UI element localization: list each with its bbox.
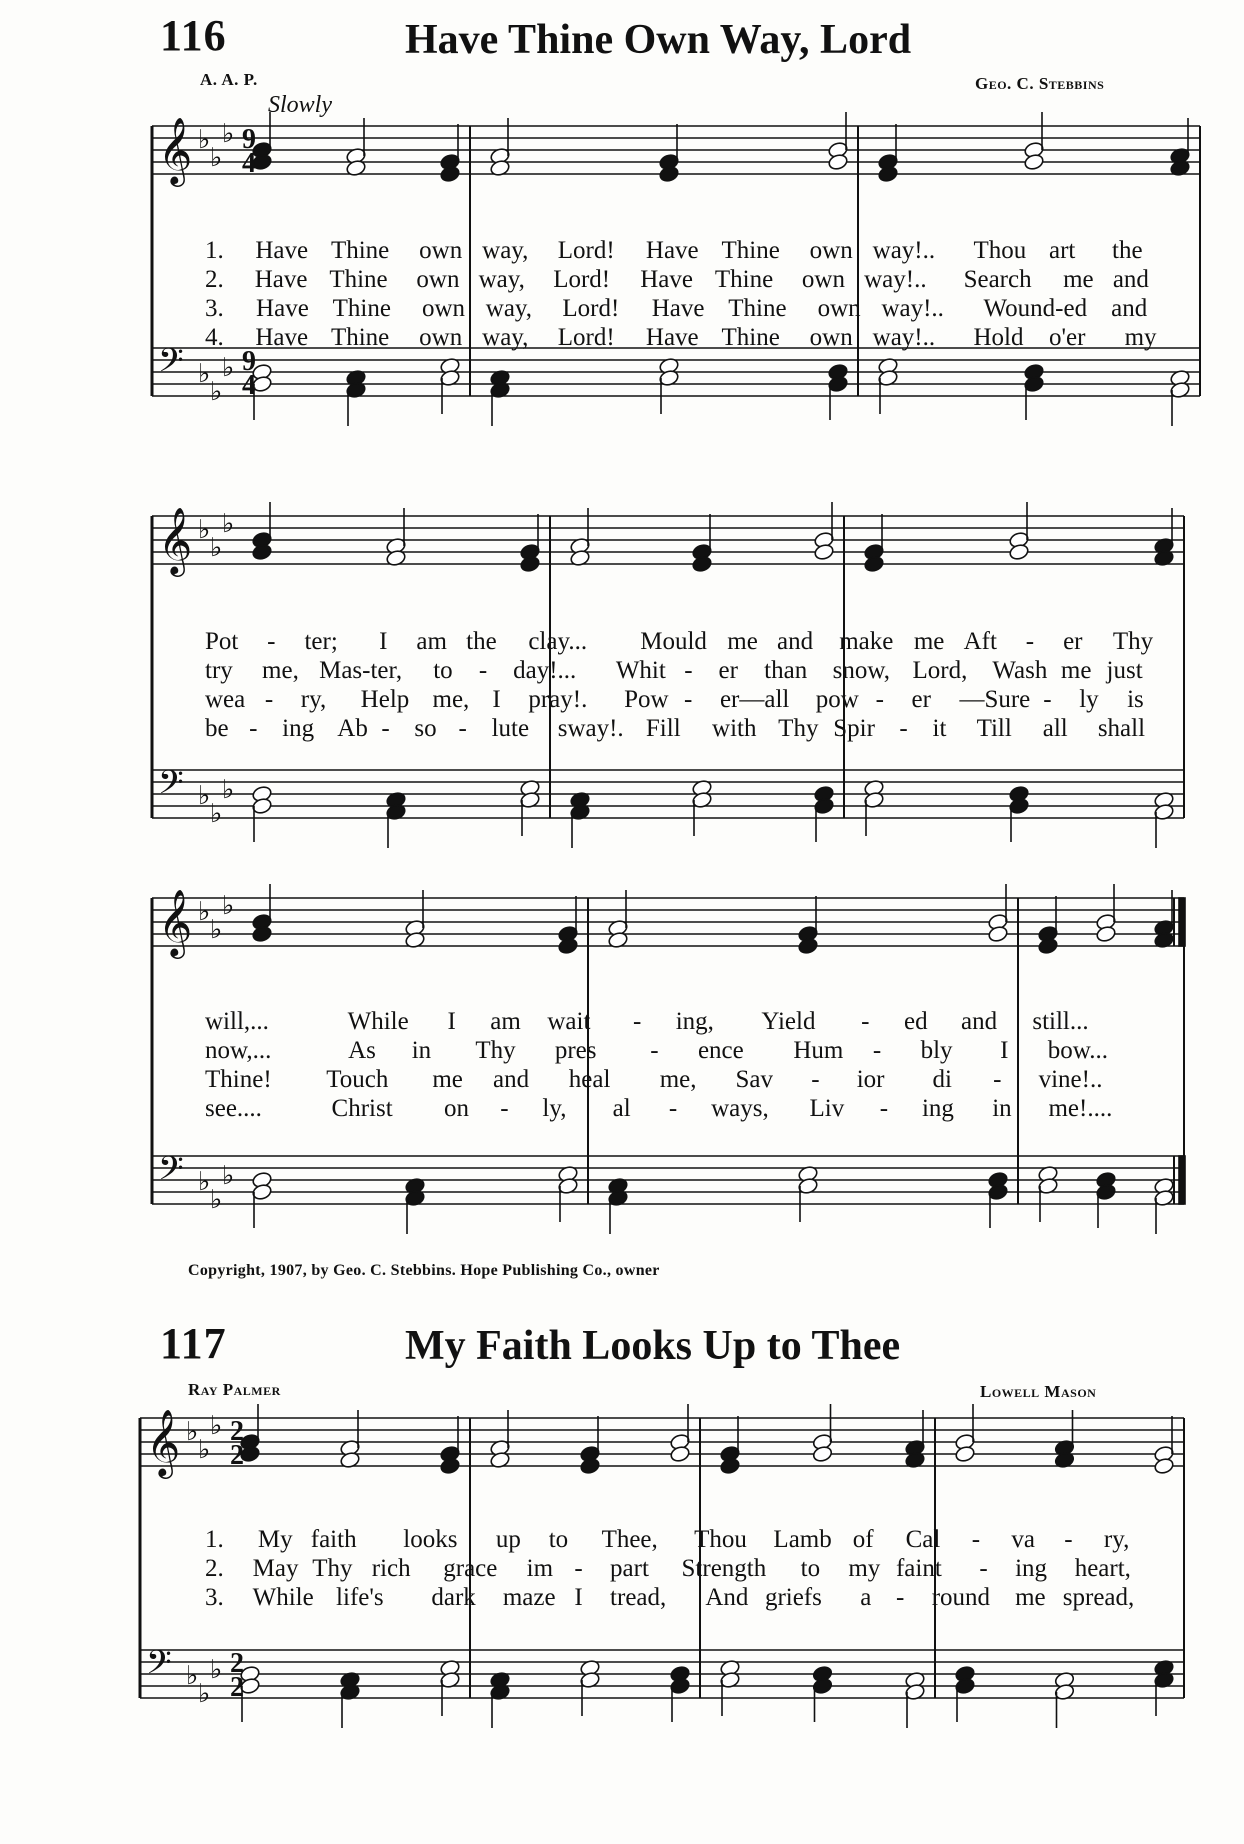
lyric-word: way,: [482, 237, 529, 264]
lyric-word: day!...: [513, 657, 577, 684]
lyric-word: life's: [336, 1584, 384, 1611]
lyric-word: and: [492, 1066, 530, 1093]
lyric-word: Lamb: [773, 1526, 832, 1553]
lyric-word: pres: [554, 1037, 597, 1064]
lyric-word: 3.: [205, 295, 224, 322]
lyric-word: Thine: [330, 324, 390, 351]
lyric-word: 4.: [205, 324, 224, 351]
lyric-word: -: [458, 715, 467, 742]
lyric-word: way!..: [872, 324, 936, 351]
lyric-word: rich: [371, 1555, 411, 1582]
lyric-word: Pot: [205, 628, 239, 655]
lyric-word: ter;: [304, 628, 338, 655]
lyric-word: Have: [255, 237, 309, 264]
lyric-word: try: [205, 657, 233, 684]
lyric-word: me: [432, 1066, 463, 1093]
lyric-word: Wound-ed: [983, 295, 1088, 322]
lyric-word: heart,: [1074, 1555, 1131, 1582]
lyric-word: bow...: [1047, 1037, 1108, 1064]
lyric-word: bly: [920, 1037, 953, 1064]
lyric-word: part: [610, 1555, 649, 1582]
lyric-word: my: [1124, 324, 1157, 351]
lyric-word: va: [1011, 1526, 1035, 1553]
lyric-word: way,: [478, 266, 525, 293]
lyric-word: Lord!: [557, 237, 615, 264]
lyric-word: Thine: [714, 266, 774, 293]
lyric-word: ly,: [542, 1095, 567, 1122]
flat-icon: ♭: [222, 775, 235, 805]
lyric-word: Help: [360, 686, 410, 713]
lyric-word: Lord!: [557, 324, 615, 351]
lyric-word: Thee,: [601, 1526, 658, 1553]
lyric-word: Cal: [905, 1526, 941, 1553]
flat-icon: ♭: [198, 1679, 211, 1709]
lyric-word: spread,: [1062, 1584, 1135, 1611]
lyric-word: ry,: [1103, 1526, 1130, 1553]
flat-icon: ♭: [222, 891, 235, 921]
lyric-word: I: [379, 628, 388, 655]
lyric-word: faith: [310, 1526, 357, 1553]
lyric-word: Whit: [615, 657, 666, 684]
lyric-word: —Sure: [959, 686, 1031, 713]
lyric-word: Till: [976, 715, 1012, 742]
lyric-word: heal: [568, 1066, 611, 1093]
lyric-word: Lord,: [912, 657, 968, 684]
lyric-word: -: [1064, 1526, 1073, 1553]
lyric-word: pow: [815, 686, 859, 713]
lyric-word: Have: [640, 266, 693, 293]
treble-clef-icon: 𝄞: [158, 506, 193, 574]
lyric-word: -: [650, 1037, 659, 1064]
lyric-word: will,...: [205, 1008, 269, 1035]
flat-icon: ♭: [210, 377, 223, 407]
lyric-word: now,...: [205, 1037, 272, 1064]
lyric-word: own: [801, 266, 845, 293]
lyric-word: in: [411, 1037, 432, 1064]
lyric-word: -: [811, 1066, 820, 1093]
lyric-word: -: [381, 715, 390, 742]
lyric-line-verse-1: [0, 1525, 1244, 1554]
flat-icon: ♭: [210, 1185, 223, 1215]
lyric-word: Ab: [337, 715, 368, 742]
lyric-word: own: [419, 237, 463, 264]
lyric-word: own: [421, 295, 466, 322]
lyric-word: Spir: [833, 715, 875, 742]
lyric-word: me,: [262, 657, 299, 684]
flat-icon: ♭: [222, 353, 235, 383]
lyric-word: ry,: [300, 686, 327, 713]
lyric-word: maze: [502, 1584, 556, 1611]
lyric-word: all: [1042, 715, 1068, 742]
treble-clef-icon: 𝄞: [146, 1408, 181, 1476]
lyric-word: May: [252, 1555, 299, 1582]
flat-icon: ♭: [222, 509, 235, 539]
copyright-notice: Copyright, 1907, by Geo. C. Stebbins. Hope Publishing Co., owner: [188, 1262, 660, 1279]
lyric-word: Thine: [330, 237, 390, 264]
treble-clef-icon: 𝄞: [158, 888, 193, 956]
lyric-word: -: [500, 1095, 509, 1122]
lyric-word: er: [718, 657, 738, 684]
lyric-word: up: [495, 1526, 521, 1553]
lyric-word: -: [879, 1095, 889, 1122]
lyric-word: al: [612, 1095, 631, 1122]
lyric-word: way!..: [864, 266, 927, 293]
bass-clef-icon: 𝄢: [158, 764, 184, 810]
lyric-word: looks: [403, 1526, 458, 1553]
lyric-word: me: [1063, 266, 1094, 293]
lyric-word: am: [490, 1008, 521, 1035]
lyric-word: Hum: [793, 1037, 844, 1064]
lyric-word: me: [1015, 1584, 1046, 1611]
lyric-word: -: [684, 686, 693, 713]
lyric-word: the: [466, 628, 497, 655]
lyric-word: While: [347, 1008, 409, 1035]
lyric-word: ior: [856, 1066, 885, 1093]
lyric-word: -: [267, 628, 276, 655]
lyric-word: with: [712, 715, 757, 742]
lyric-word: Thine: [332, 295, 391, 322]
lyric-word: Thy: [312, 1555, 353, 1582]
flat-icon: ♭: [210, 1655, 223, 1685]
lyric-word: shall: [1097, 715, 1146, 742]
flat-icon: ♭: [198, 781, 211, 811]
lyric-word: -: [872, 1037, 882, 1064]
lyric-word: 2.: [205, 1555, 224, 1582]
lyric-line-verse-2: [0, 1554, 1244, 1583]
lyric-word: own: [419, 324, 463, 351]
treble-clef-icon: 𝄞: [158, 116, 193, 184]
lyric-word: er—all: [719, 686, 790, 713]
flat-icon: ♭: [222, 1161, 235, 1191]
lyric-word: ing: [921, 1095, 954, 1122]
lyric-word: Yield: [761, 1008, 816, 1035]
lyric-word: Wash: [992, 657, 1048, 684]
composer-credit: Geo. C. Stebbins: [975, 74, 1105, 93]
flat-icon: ♭: [186, 1661, 199, 1691]
hymn-number: 116: [160, 11, 227, 60]
lyric-word: Touch: [326, 1066, 389, 1093]
lyric-word: -: [264, 686, 274, 713]
flat-icon: ♭: [198, 125, 211, 155]
lyric-word: Have: [645, 237, 699, 264]
lyric-word: di: [932, 1066, 952, 1093]
lyric-word: -: [684, 657, 693, 684]
lyric-word: -: [478, 657, 488, 684]
lyric-word: Liv: [809, 1095, 845, 1122]
lyric-word: griefs: [764, 1584, 822, 1611]
lyric-word: in: [992, 1095, 1012, 1122]
lyric-word: -: [861, 1008, 870, 1035]
lyric-word: Sav: [735, 1066, 773, 1093]
lyric-word: and: [961, 1008, 998, 1035]
flat-icon: ♭: [210, 915, 223, 945]
lyric-word: me,: [432, 686, 470, 713]
lyric-word: Thine: [721, 324, 780, 351]
time-signature-numerator: 2: [230, 1648, 244, 1679]
lyric-word: so: [414, 715, 437, 742]
lyric-word: a: [860, 1584, 872, 1611]
lyric-word: And: [705, 1584, 749, 1611]
lyric-word: make: [839, 628, 894, 655]
lyric-word: lute: [491, 715, 530, 742]
lyric-word: me!....: [1048, 1095, 1113, 1122]
lyric-word: Have: [645, 324, 699, 351]
lyric-word: the: [1112, 237, 1143, 264]
lyric-word: tread,: [610, 1584, 667, 1611]
lyric-word: -: [668, 1095, 678, 1122]
lyric-word: of: [852, 1526, 874, 1553]
time-signature-numerator: 2: [230, 1416, 244, 1447]
lyric-word: Christ: [331, 1095, 393, 1122]
lyric-word: own: [809, 237, 853, 264]
lyric-word: is: [1127, 686, 1144, 713]
lyric-word: art: [1049, 237, 1076, 264]
flat-icon: ♭: [210, 799, 223, 829]
lyric-word: Have: [254, 266, 308, 293]
lyric-word: -: [971, 1526, 981, 1553]
lyric-word: Lord!: [562, 295, 620, 322]
lyric-word: on: [443, 1095, 469, 1122]
time-signature-denominator: 4: [242, 148, 256, 179]
lyric-word: Search: [963, 266, 1032, 293]
bass-clef-icon: 𝄢: [158, 1150, 184, 1196]
tempo-marking: Slowly: [268, 92, 332, 118]
lyric-word: it: [932, 715, 947, 742]
lyric-word: to: [433, 657, 453, 684]
lyric-word: round: [931, 1584, 991, 1611]
lyric-word: -: [895, 1584, 905, 1611]
lyric-word: Aft: [963, 628, 997, 655]
lyric-word: ence: [697, 1037, 744, 1064]
lyric-word: and: [1111, 295, 1148, 322]
lyric-word: My: [257, 1526, 293, 1553]
flat-icon: ♭: [210, 533, 223, 563]
lyric-word: Have: [255, 324, 309, 351]
lyric-word: ly: [1079, 686, 1099, 713]
lyric-word: Thine: [721, 237, 780, 264]
lyric-word: me: [913, 628, 945, 655]
lyric-word: vine!..: [1038, 1066, 1103, 1093]
lyric-word: Mas-ter,: [319, 657, 403, 684]
flat-icon: ♭: [198, 897, 211, 927]
lyric-word: I: [492, 686, 501, 713]
lyric-word: -: [993, 1066, 1002, 1093]
flat-icon: ♭: [186, 1417, 199, 1447]
lyric-word: ing,: [675, 1008, 714, 1035]
lyric-word: way!..: [872, 237, 936, 264]
lyric-word: ed: [903, 1008, 928, 1035]
lyric-word: -: [1025, 628, 1035, 655]
lyric-word: ing: [282, 715, 315, 742]
lyricist-credit: A. A. P.: [200, 70, 258, 89]
lyric-word: me,: [659, 1066, 697, 1093]
flat-icon: ♭: [198, 1167, 211, 1197]
time-signature-denominator: 2: [230, 1672, 244, 1703]
lyric-word: er: [911, 686, 931, 713]
lyric-word: and: [1112, 266, 1149, 293]
lyric-word: way!..: [881, 295, 944, 322]
lyric-word: I: [574, 1584, 583, 1611]
lyric-word: faint: [895, 1555, 942, 1582]
hymn-title: Have Thine Own Way, Lord: [405, 17, 912, 63]
hymn-number: 117: [160, 1319, 227, 1368]
lyric-word: wait: [547, 1008, 591, 1035]
time-signature-numerator: 9: [242, 124, 256, 155]
lyric-word: Fill: [645, 715, 681, 742]
bass-clef-icon: 𝄢: [146, 1644, 172, 1690]
lyric-word: Thy: [1112, 628, 1154, 655]
lyric-word: to: [548, 1526, 569, 1553]
lyric-word: 3.: [205, 1584, 224, 1611]
flat-icon: ♭: [198, 515, 211, 545]
lyric-word: Pow: [624, 686, 669, 713]
lyric-word: Thou: [694, 1526, 747, 1553]
lyric-word: Lord!: [553, 266, 611, 293]
lyric-word: 1.: [205, 1526, 224, 1553]
flat-icon: ♭: [210, 1411, 223, 1441]
time-signature-denominator: 4: [242, 370, 256, 401]
lyric-word: own: [809, 324, 853, 351]
lyric-word: Hold: [973, 324, 1024, 351]
lyric-word: ing: [1015, 1555, 1048, 1582]
flat-icon: ♭: [198, 359, 211, 389]
lyric-word: As: [348, 1037, 376, 1064]
lyric-word: am: [416, 628, 447, 655]
lyric-word: be: [205, 715, 229, 742]
flat-icon: ♭: [198, 1435, 211, 1465]
lyric-word: my: [848, 1555, 881, 1582]
lyric-word: way,: [485, 295, 533, 322]
lyricist-credit: Ray Palmer: [188, 1380, 281, 1399]
lyric-word: Thou: [973, 237, 1027, 264]
lyric-word: Strength: [681, 1555, 767, 1582]
time-signature-numerator: 9: [242, 346, 256, 377]
lyric-word: -: [632, 1008, 642, 1035]
flat-icon: ♭: [222, 119, 235, 149]
lyric-word: to: [800, 1555, 821, 1582]
lyric-word: own: [416, 266, 460, 293]
lyric-word: ways,: [711, 1095, 769, 1122]
lyric-word: way,: [482, 324, 529, 351]
lyric-word: snow,: [832, 657, 891, 684]
lyric-word: I: [1000, 1037, 1009, 1064]
lyric-word: wea: [205, 686, 246, 713]
lyric-word: than: [764, 657, 808, 684]
composer-credit: Lowell Mason: [980, 1382, 1097, 1401]
lyric-word: Have: [651, 295, 705, 322]
lyric-word: I: [447, 1008, 456, 1035]
lyric-word: and: [777, 628, 814, 655]
flat-icon: ♭: [210, 143, 223, 173]
lyric-line-verse-3: [0, 1583, 1244, 1612]
lyric-word: -: [979, 1555, 988, 1582]
bass-clef-icon: 𝄢: [158, 342, 184, 388]
lyric-word: -: [899, 715, 908, 742]
lyric-word: just: [1106, 657, 1143, 684]
lyric-word: dark: [431, 1584, 476, 1611]
lyric-word: While: [252, 1584, 314, 1611]
lyric-word: 2.: [205, 266, 224, 293]
lyric-word: me: [727, 628, 758, 655]
lyric-word: own: [817, 295, 861, 322]
lyric-word: Mould: [640, 628, 707, 655]
time-signature-denominator: 2: [230, 1440, 244, 1471]
lyric-word: er: [1063, 628, 1083, 655]
lyric-word: Have: [256, 295, 309, 322]
lyric-word: see....: [205, 1095, 262, 1122]
lyric-word: o'er: [1049, 324, 1086, 351]
lyric-word: Thine: [329, 266, 388, 293]
lyric-word: -: [249, 715, 258, 742]
lyric-word: -: [574, 1555, 583, 1582]
hymn-title: My Faith Looks Up to Thee: [405, 1323, 901, 1369]
lyric-word: me: [1060, 657, 1092, 684]
lyric-word: Thine: [728, 295, 787, 322]
lyric-word: still...: [1032, 1008, 1089, 1035]
lyric-word: 1.: [205, 237, 224, 264]
lyric-word: Thy: [778, 715, 819, 742]
lyric-word: -: [1043, 686, 1052, 713]
lyric-word: im: [526, 1555, 554, 1582]
lyric-word: pray!.: [528, 686, 588, 713]
lyric-word: sway!.: [557, 715, 624, 742]
lyric-word: Thine!: [205, 1066, 272, 1093]
lyric-word: clay...: [528, 628, 588, 655]
lyric-word: Thy: [475, 1037, 516, 1064]
lyric-word: grace: [443, 1555, 498, 1582]
lyric-word: -: [875, 686, 884, 713]
